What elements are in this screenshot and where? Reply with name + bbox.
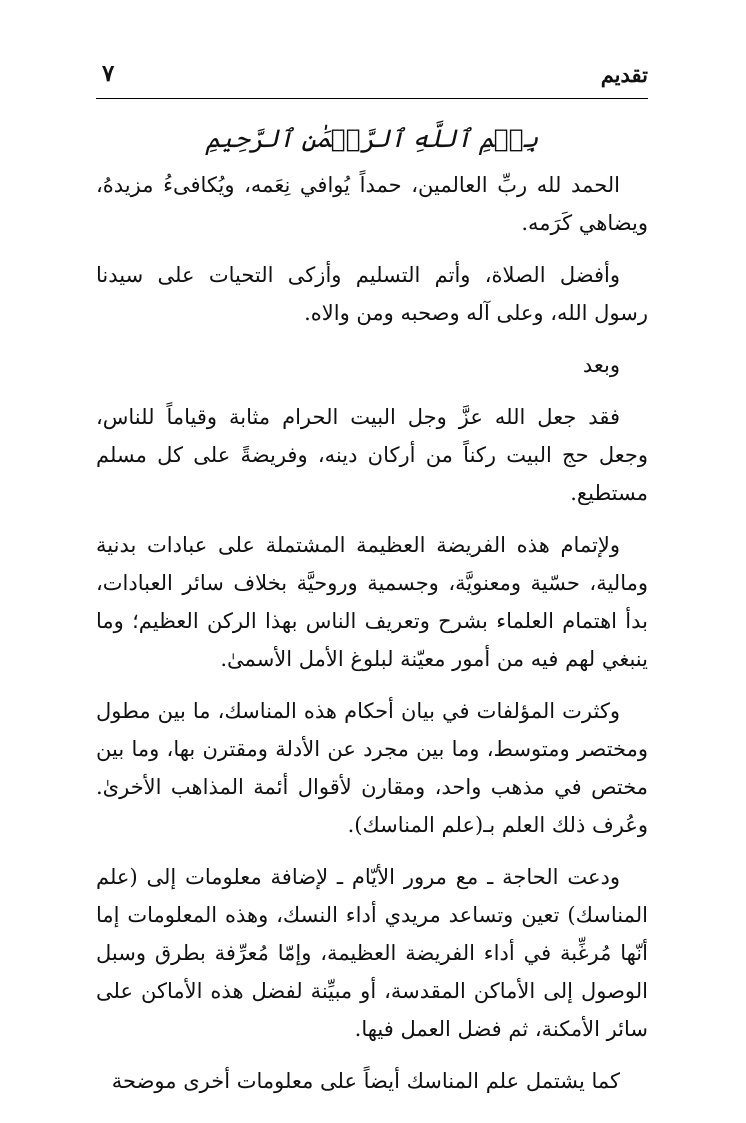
paragraph-continuation: كما يشتمل علم المناسك أيضاً على معلومات أخرى موضحة: [111, 1069, 620, 1093]
page-title: تقديم: [600, 62, 648, 87]
paragraph-opening-praise: الحمد لله ربِّ العالمين، حمداً يُوافي نِعَمه، ويُكافىءُ مزيدهُ، ويضاهي كَرَمه.: [96, 173, 648, 235]
page-header: [96, 58, 648, 99]
paragraph-need-information: ودعت الحاجة ـ مع مرور الأيّام ـ لإضافة معلومات إلى (علم المناسك) تعين وتساعد مريدي أداء النسك، وهذه المعلومات إما أنّها مُرغِّبة في أداء الفريضة العظيمة، وإمّا مُعرِّفة بطرق وسبل الوصول إلى الأماكن المقدسة، أو مبيِّنة لفضل هذه الأماكن على سائر الأمكنة، ثم فضل العمل فيها.: [96, 865, 648, 1041]
paragraph-scholars-interest: ولإتمام هذه الفريضة العظيمة المشتملة على عبادات بدنية ومالية، حسّية ومعنويَّة، وجسمية وروحيَّة بخلاف سائر العبادات، بدأ اهتمام العلماء بشرح وتعريف الناس بهذا الركن العظيم؛ وما ينبغي لهم فيه من أمور معيّنة لبلوغ الأمل الأسمىٰ.: [96, 533, 648, 671]
page-number: ٧: [102, 60, 115, 87]
paragraph-hajj-obligation: فقد جعل الله عزَّ وجل البيت الحرام مثابة وقياماً للناس، وجعل حج البيت ركناً من أركان دينه، وفريضةً على كل مسلم مستطيع.: [96, 405, 648, 505]
paragraph-salutation: وأفضل الصلاة، وأتم التسليم وأزكى التحيات على سيدنا رسول الله، وعلى آله وصحبه ومن والاه.: [96, 263, 648, 325]
body-text: [96, 166, 648, 1114]
basmala: بِسۡمِ ٱللَّهِ ٱلرَّحۡمَٰنِ ٱلرَّحِيمِ: [205, 124, 539, 153]
paragraph-wa-baad: وبعد: [582, 353, 620, 377]
paragraph-writings: وكثرت المؤلفات في بيان أحكام هذه المناسك، ما بين مطول ومختصر ومتوسط، وما بين مجرد عن الأدلة ومقترن بها، وما بين مختص في مذهب واحد، ومقارن لأقوال أئمة المذاهب الأخرىٰ. وعُرف ذلك العلم بـ(علم المناسك).: [96, 699, 648, 837]
